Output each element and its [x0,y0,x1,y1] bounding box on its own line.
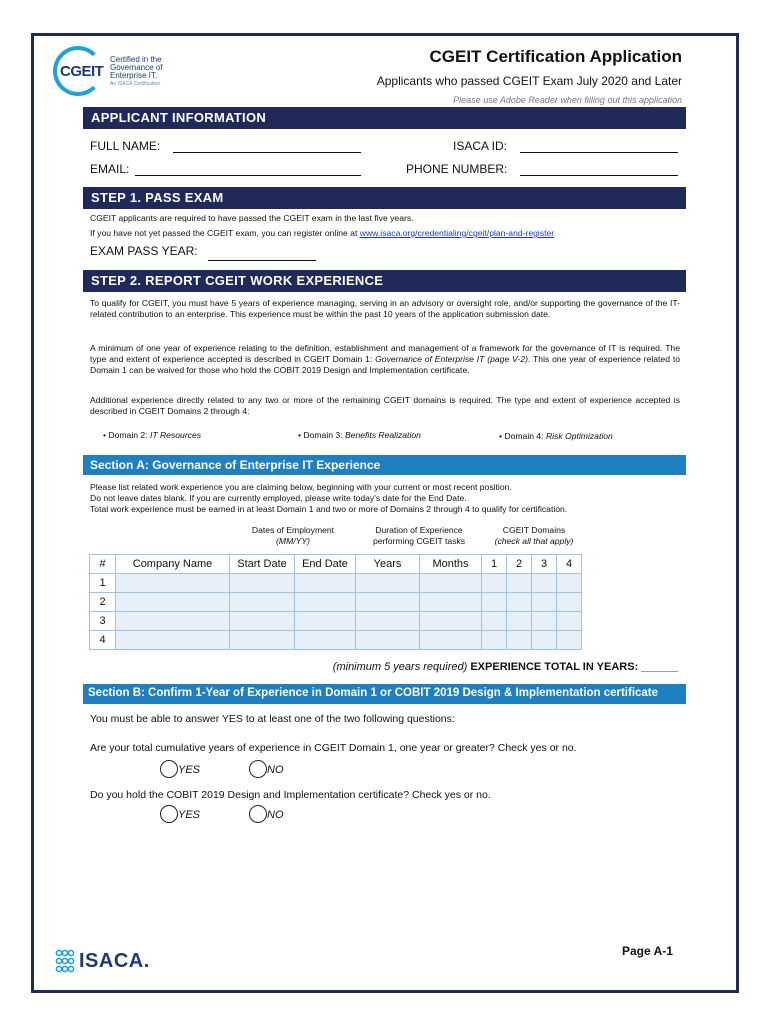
months-cell[interactable] [420,574,482,593]
domain-2-checkbox[interactable] [507,612,532,631]
section-a-instructions: Please list related work experience you are claiming below, beginning with your current or most recent position. Do not leave dates blank. If you are currently employed, please write today's date for the End Date. Total work experience must be earned in at least Domain 1 and two or more of Domains 2 through 4 to qualify for certification. [90,482,568,514]
table-header-row [90,555,582,574]
email-field[interactable] [135,162,361,176]
dates-group-header: Dates of Employment (MM/YY) [251,525,335,546]
section-b-intro: You must be able to answer YES to at least one of the two following questions: [90,713,455,725]
duration-group-header: Duration of Experience performing CGEIT tasks [372,525,465,546]
domain-1-checkbox[interactable] [482,612,507,631]
domain-3-checkbox[interactable] [532,574,557,593]
row-number: 1 [90,574,116,593]
experience-total: (minimum 5 years required) EXPERIENCE TOTAL IN YEARS: ______ [332,661,678,673]
row-number: 2 [90,593,116,612]
isaca-id-field[interactable] [520,139,678,153]
start-date-cell[interactable] [230,631,295,650]
domain-4-checkbox[interactable] [557,612,582,631]
company-name-cell[interactable] [116,574,230,593]
col-domain-2: 2 [507,555,532,574]
phone-field[interactable] [520,162,678,176]
cgeit-logo-text: CGEIT [60,63,104,80]
end-date-cell[interactable] [295,574,356,593]
domain-4-checkbox[interactable] [557,593,582,612]
q1-yes-radio[interactable] [160,760,178,778]
q1-no-option[interactable]: NO [249,760,284,778]
email-label: EMAIL: [90,162,130,176]
question-2: Do you hold the COBIT 2019 Design and Implementation certificate? Check yes or no. [90,789,491,801]
page-title: CGEIT Certification Application [429,47,682,66]
col-years: Years [356,555,420,574]
col-end-date: End Date [295,555,356,574]
years-cell[interactable] [356,631,420,650]
col-start-date: Start Date [230,555,295,574]
months-cell[interactable] [420,631,482,650]
page-subtitle: Applicants who passed CGEIT Exam July 2020 and Later [376,74,682,88]
step2-para1: To qualify for CGEIT, you must have 5 years of experience managing, serving in an advisory or oversight role, and/or supporting the governance of the IT-related contribution to an enterprise. This experience must be within the past 10 years of the application submission date. [90,298,680,319]
row-number: 4 [90,631,116,650]
q2-no-radio[interactable] [249,805,267,823]
table-row [90,612,582,631]
domain-1-checkbox[interactable] [482,631,507,650]
adobe-note: Please use Adobe Reader when filling out this application [453,95,682,105]
question-1: Are your total cumulative years of experience in CGEIT Domain 1, one year or greater? Check yes or no. [90,742,577,754]
start-date-cell[interactable] [230,612,295,631]
months-cell[interactable] [420,612,482,631]
section-a-heading: Section A: Governance of Enterprise IT Experience [83,455,686,475]
domain-3-checkbox[interactable] [532,612,557,631]
step1-heading: STEP 1. PASS EXAM [83,187,686,209]
months-cell[interactable] [420,593,482,612]
cgeit-logo-tagline: Certified in the Governance of Enterprise IT. [110,55,163,80]
step1-line1: CGEIT applicants are required to have passed the CGEIT exam in the last five years. [90,213,414,223]
register-link[interactable]: www.isaca.org/credentialing/cgeit/plan-and-register [359,228,555,238]
domain-3-checkbox[interactable] [532,593,557,612]
domain-2-checkbox[interactable] [507,574,532,593]
end-date-cell[interactable] [295,631,356,650]
company-name-cell[interactable] [116,631,230,650]
isaca-logo-text: ISACA. [79,950,150,972]
experience-total-field[interactable]: EXPERIENCE TOTAL IN YEARS: ______ [470,661,678,673]
col-months: Months [420,555,482,574]
exam-pass-year-field[interactable] [208,247,316,261]
q2-yes-option[interactable]: YES [160,805,200,823]
col-number: # [90,555,116,574]
domain-3-checkbox[interactable] [532,631,557,650]
years-cell[interactable] [356,593,420,612]
table-row [90,574,582,593]
col-company-name: Company Name [116,555,230,574]
domain-2-checkbox[interactable] [507,593,532,612]
table-row [90,593,582,612]
col-domain-3: 3 [532,555,557,574]
table-row [90,631,582,650]
col-domain-4: 4 [557,555,582,574]
start-date-cell[interactable] [230,593,295,612]
step1-line2: If you have not yet passed the CGEIT exam, you can register online at www.isaca.org/credentialing/cgeit/plan-and-register [90,228,555,238]
domain-1-checkbox[interactable] [482,593,507,612]
domain-4-item: • Domain 4: Risk Optimization [499,431,613,441]
domain-1-checkbox[interactable] [482,574,507,593]
q2-no-option[interactable]: NO [249,805,284,823]
isaca-logo-icon [55,949,75,973]
isaca-id-label: ISACA ID: [453,139,508,153]
step2-para3: Additional experience directly related to any two or more of the remaining CGEIT domains is required. The type and extent of experience accepted is described in CGEIT Domains 2 through 4: [90,395,680,416]
page-number: Page A-1 [622,944,673,958]
exam-pass-year-label: EXAM PASS YEAR: [90,244,198,258]
domains-group-header: CGEIT Domains (check all that apply) [494,525,574,546]
q1-yes-option[interactable]: YES [160,760,200,778]
section-b-heading: Section B: Confirm 1-Year of Experience in Domain 1 or COBIT 2019 Design & Implementation certificate [83,684,686,704]
row-number: 3 [90,612,116,631]
start-date-cell[interactable] [230,574,295,593]
phone-label: PHONE NUMBER: [406,162,508,176]
applicant-info-heading: APPLICANT INFORMATION [83,107,686,129]
domain-4-checkbox[interactable] [557,574,582,593]
q1-no-radio[interactable] [249,760,267,778]
company-name-cell[interactable] [116,593,230,612]
step2-para2: A minimum of one year of experience relating to the definition, establishment and management of a framework for the governance of IT is required. The type and extent of experience accepted is described in CGEIT Domain 1: Governance of Enterprise IT (page V-2). This one year of experience related to Domain 1 can be waived for those who hold the COBIT 2019 Design and Implementation certificate. [90,343,680,375]
step2-heading: STEP 2. REPORT CGEIT WORK EXPERIENCE [83,270,686,292]
end-date-cell[interactable] [295,593,356,612]
company-name-cell[interactable] [116,612,230,631]
years-cell[interactable] [356,574,420,593]
domain-4-checkbox[interactable] [557,631,582,650]
col-domain-1: 1 [482,555,507,574]
domain-2-item: • Domain 2: IT Resources [103,430,202,440]
cgeit-logo-subtext: An ISACA Certification [110,81,161,87]
q2-yes-radio[interactable] [160,805,178,823]
full-name-label: FULL NAME: [90,139,161,153]
full-name-field[interactable] [173,139,361,153]
experience-table [89,554,582,650]
domain-2-checkbox[interactable] [507,631,532,650]
years-cell[interactable] [356,612,420,631]
end-date-cell[interactable] [295,612,356,631]
domain-3-item: • Domain 3: Benefits Realization [298,430,421,440]
